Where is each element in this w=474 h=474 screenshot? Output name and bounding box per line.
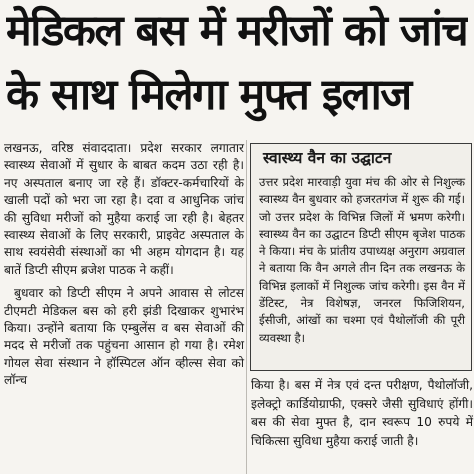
article-paragraph-1: लखनऊ, वरिष्ठ संवाददाता। प्रदेश सरकार लगातार स्वास्थ्य सेवाओं में सुधार के बाबत कदम उठा रही है। नए अस्पताल बनाए जा रहे हैं। डॉक्टर-कर्मचारियों के खाली पदों को भरा जा रहा है। दवा व आधुनिक जांच की सुविधा मरीजों को मुहैया कराई जा रही है। बेहतर स्वास्थ्य सेवाओं के लिए सरकारी, प्राइवेट अस्पताल के साथ स्वयंसेवी संस्थाओं का भी अहम योगदान है। यह बातें डिप्टी सीएम ब्रजेश पाठक ने कहीं। [4,141,244,277]
article-paragraph-2: बुधवार को डिप्टी सीएम ने अपने आवास से लोटस टीएमटी मेडिकल बस को हरी झंडी दिखाकर शुभारंभ किया। उन्होंने बताया कि एम्बुलेंस व बस सेवाओं की मदद से मरीजों तक पहुंचना आसान हो गया है। रमेश गोयल सेवा संस्थान ने हॉस्पिटल ऑन व्हील्स सेवा को लॉन्च [4,286,244,388]
headline-line-1: मेडिकल बस में मरीजों को जांच [6,6,468,56]
sidebar-body: उत्तर प्रदेश मारवाड़ी युवा मंच की ओर से निशुल्क स्वास्थ्य वैन बुधवार को हजरतगंज में शुरू की गई। जो उत्तर प्रदेश के विभिन्न जिलों में भ्रमण करेगी। स्वास्थ्य वैन का उद्घाटन डिप्टी सीएम बृजेश पाठक ने किया। मंच के प्रांतीय उपाध्यक्ष अनुराग अग्रवाल ने बताया कि वैन अगले तीन दिन तक लखनऊ के विभिन्न इलाकों में निशुल्क जांच करेगी। इस वैन में डेंटिस्ट, नेत्र विशेषज्ञ, जनरल फिजिशियन, ईसीजी, आंखों का चश्मा एवं पैथोलॉजी की पूरी व्यवस्था है। [259,175,465,345]
sidebar-box [250,143,472,371]
column-divider [246,140,247,474]
article-left-column [4,140,244,396]
sidebar-title: स्वास्थ्य वैन का उद्घाटन [263,149,392,167]
article-continuation: किया है। बस में नेत्र एवं दन्त परीक्षण, पैथोलॉजी, इलेक्ट्रो कार्डियोग्राफी, एक्सरे जैसी सुविधाएं होंगी। बस की सेवा मुफ्त है, दान स्वरूप 10 रुपये में चिकित्सा सुविधा मुहैया कराई जाती है। [251,378,473,448]
headline-line-2: के साथ मिलेगा मुफ्त इलाज [6,70,411,120]
